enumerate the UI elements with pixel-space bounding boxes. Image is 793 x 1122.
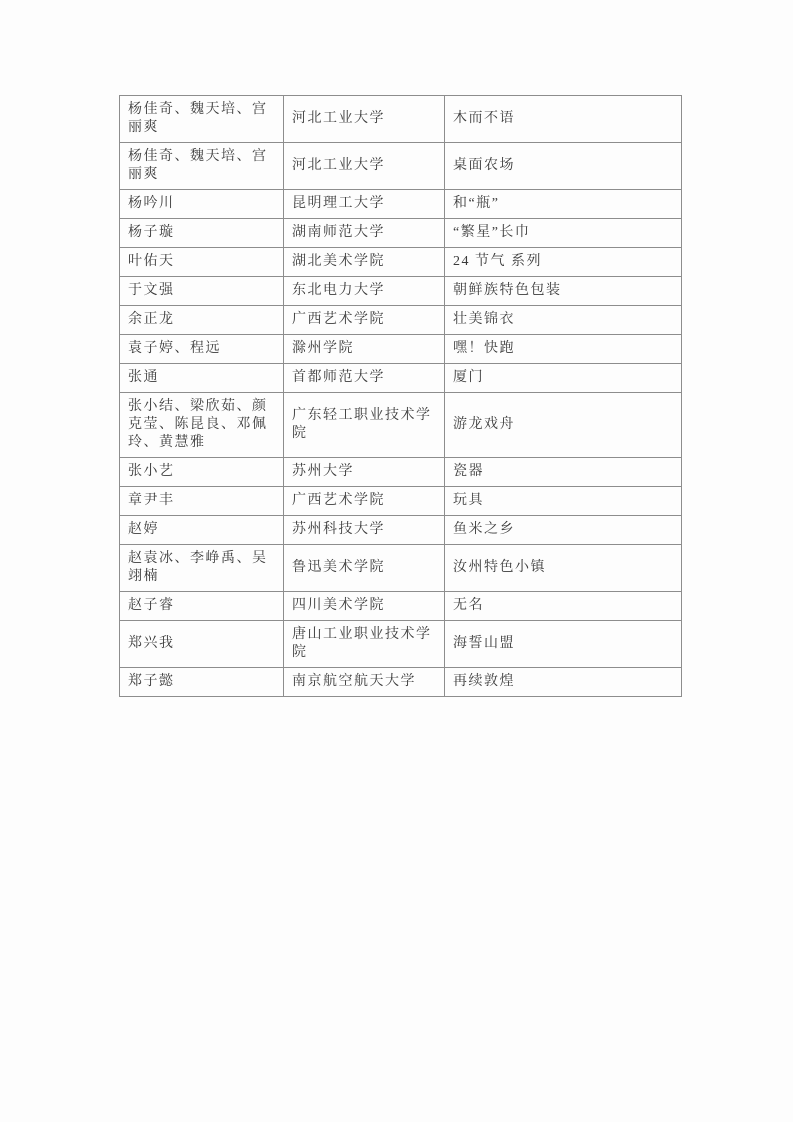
authors-cell: 于文强 bbox=[120, 277, 284, 306]
table-row bbox=[120, 248, 682, 277]
authors-cell: 赵子睿 bbox=[120, 592, 284, 621]
authors-cell: 郑子懿 bbox=[120, 668, 284, 697]
authors-cell: 张小艺 bbox=[120, 458, 284, 487]
work-title-cell: 嘿！快跑 bbox=[445, 335, 682, 364]
work-title-cell: “繁星”长巾 bbox=[445, 219, 682, 248]
work-title-cell: 游龙戏舟 bbox=[445, 393, 682, 458]
table-row bbox=[120, 277, 682, 306]
authors-cell: 叶佑天 bbox=[120, 248, 284, 277]
university-cell: 广西艺术学院 bbox=[284, 306, 445, 335]
table-row bbox=[120, 621, 682, 668]
university-cell: 广西艺术学院 bbox=[284, 487, 445, 516]
work-title-cell: 桌面农场 bbox=[445, 143, 682, 190]
university-cell: 苏州科技大学 bbox=[284, 516, 445, 545]
university-cell: 昆明理工大学 bbox=[284, 190, 445, 219]
university-cell: 东北电力大学 bbox=[284, 277, 445, 306]
table-row bbox=[120, 190, 682, 219]
authors-cell: 张小结、梁欣茹、颜克莹、陈昆良、邓佩玲、黄慧雅 bbox=[120, 393, 284, 458]
authors-cell: 章尹丰 bbox=[120, 487, 284, 516]
table-row bbox=[120, 592, 682, 621]
authors-cell: 赵袁冰、李峥禹、吴翊楠 bbox=[120, 545, 284, 592]
authors-cell: 张通 bbox=[120, 364, 284, 393]
table-row bbox=[120, 487, 682, 516]
table-row bbox=[120, 545, 682, 592]
work-title-cell: 再续敦煌 bbox=[445, 668, 682, 697]
university-cell: 滁州学院 bbox=[284, 335, 445, 364]
entries-table bbox=[119, 95, 682, 697]
table-row bbox=[120, 393, 682, 458]
university-cell: 首都师范大学 bbox=[284, 364, 445, 393]
authors-cell: 郑兴我 bbox=[120, 621, 284, 668]
table-row bbox=[120, 96, 682, 143]
authors-cell: 杨佳奇、魏天培、宫丽爽 bbox=[120, 96, 284, 143]
authors-cell: 杨吟川 bbox=[120, 190, 284, 219]
table-row bbox=[120, 516, 682, 545]
authors-cell: 袁子婷、程远 bbox=[120, 335, 284, 364]
work-title-cell: 24 节气 系列 bbox=[445, 248, 682, 277]
university-cell: 苏州大学 bbox=[284, 458, 445, 487]
university-cell: 湖南师范大学 bbox=[284, 219, 445, 248]
work-title-cell: 木而不语 bbox=[445, 96, 682, 143]
table-row bbox=[120, 143, 682, 190]
work-title-cell: 朝鲜族特色包装 bbox=[445, 277, 682, 306]
table-row bbox=[120, 335, 682, 364]
table-row bbox=[120, 364, 682, 393]
university-cell: 河北工业大学 bbox=[284, 96, 445, 143]
work-title-cell: 壮美锦衣 bbox=[445, 306, 682, 335]
work-title-cell: 海誓山盟 bbox=[445, 621, 682, 668]
university-cell: 鲁迅美术学院 bbox=[284, 545, 445, 592]
table-row bbox=[120, 219, 682, 248]
work-title-cell: 玩具 bbox=[445, 487, 682, 516]
university-cell: 湖北美术学院 bbox=[284, 248, 445, 277]
university-cell: 四川美术学院 bbox=[284, 592, 445, 621]
university-cell: 南京航空航天大学 bbox=[284, 668, 445, 697]
table-row bbox=[120, 458, 682, 487]
work-title-cell: 汝州特色小镇 bbox=[445, 545, 682, 592]
work-title-cell: 厦门 bbox=[445, 364, 682, 393]
work-title-cell: 瓷器 bbox=[445, 458, 682, 487]
university-cell: 广东轻工职业技术学院 bbox=[284, 393, 445, 458]
authors-cell: 杨佳奇、魏天培、宫丽爽 bbox=[120, 143, 284, 190]
authors-cell: 余正龙 bbox=[120, 306, 284, 335]
table-body bbox=[120, 96, 682, 697]
university-cell: 河北工业大学 bbox=[284, 143, 445, 190]
university-cell: 唐山工业职业技术学院 bbox=[284, 621, 445, 668]
work-title-cell: 鱼米之乡 bbox=[445, 516, 682, 545]
table-row bbox=[120, 306, 682, 335]
work-title-cell: 无名 bbox=[445, 592, 682, 621]
authors-cell: 杨子璇 bbox=[120, 219, 284, 248]
authors-cell: 赵婷 bbox=[120, 516, 284, 545]
table-row bbox=[120, 668, 682, 697]
work-title-cell: 和“瓶” bbox=[445, 190, 682, 219]
